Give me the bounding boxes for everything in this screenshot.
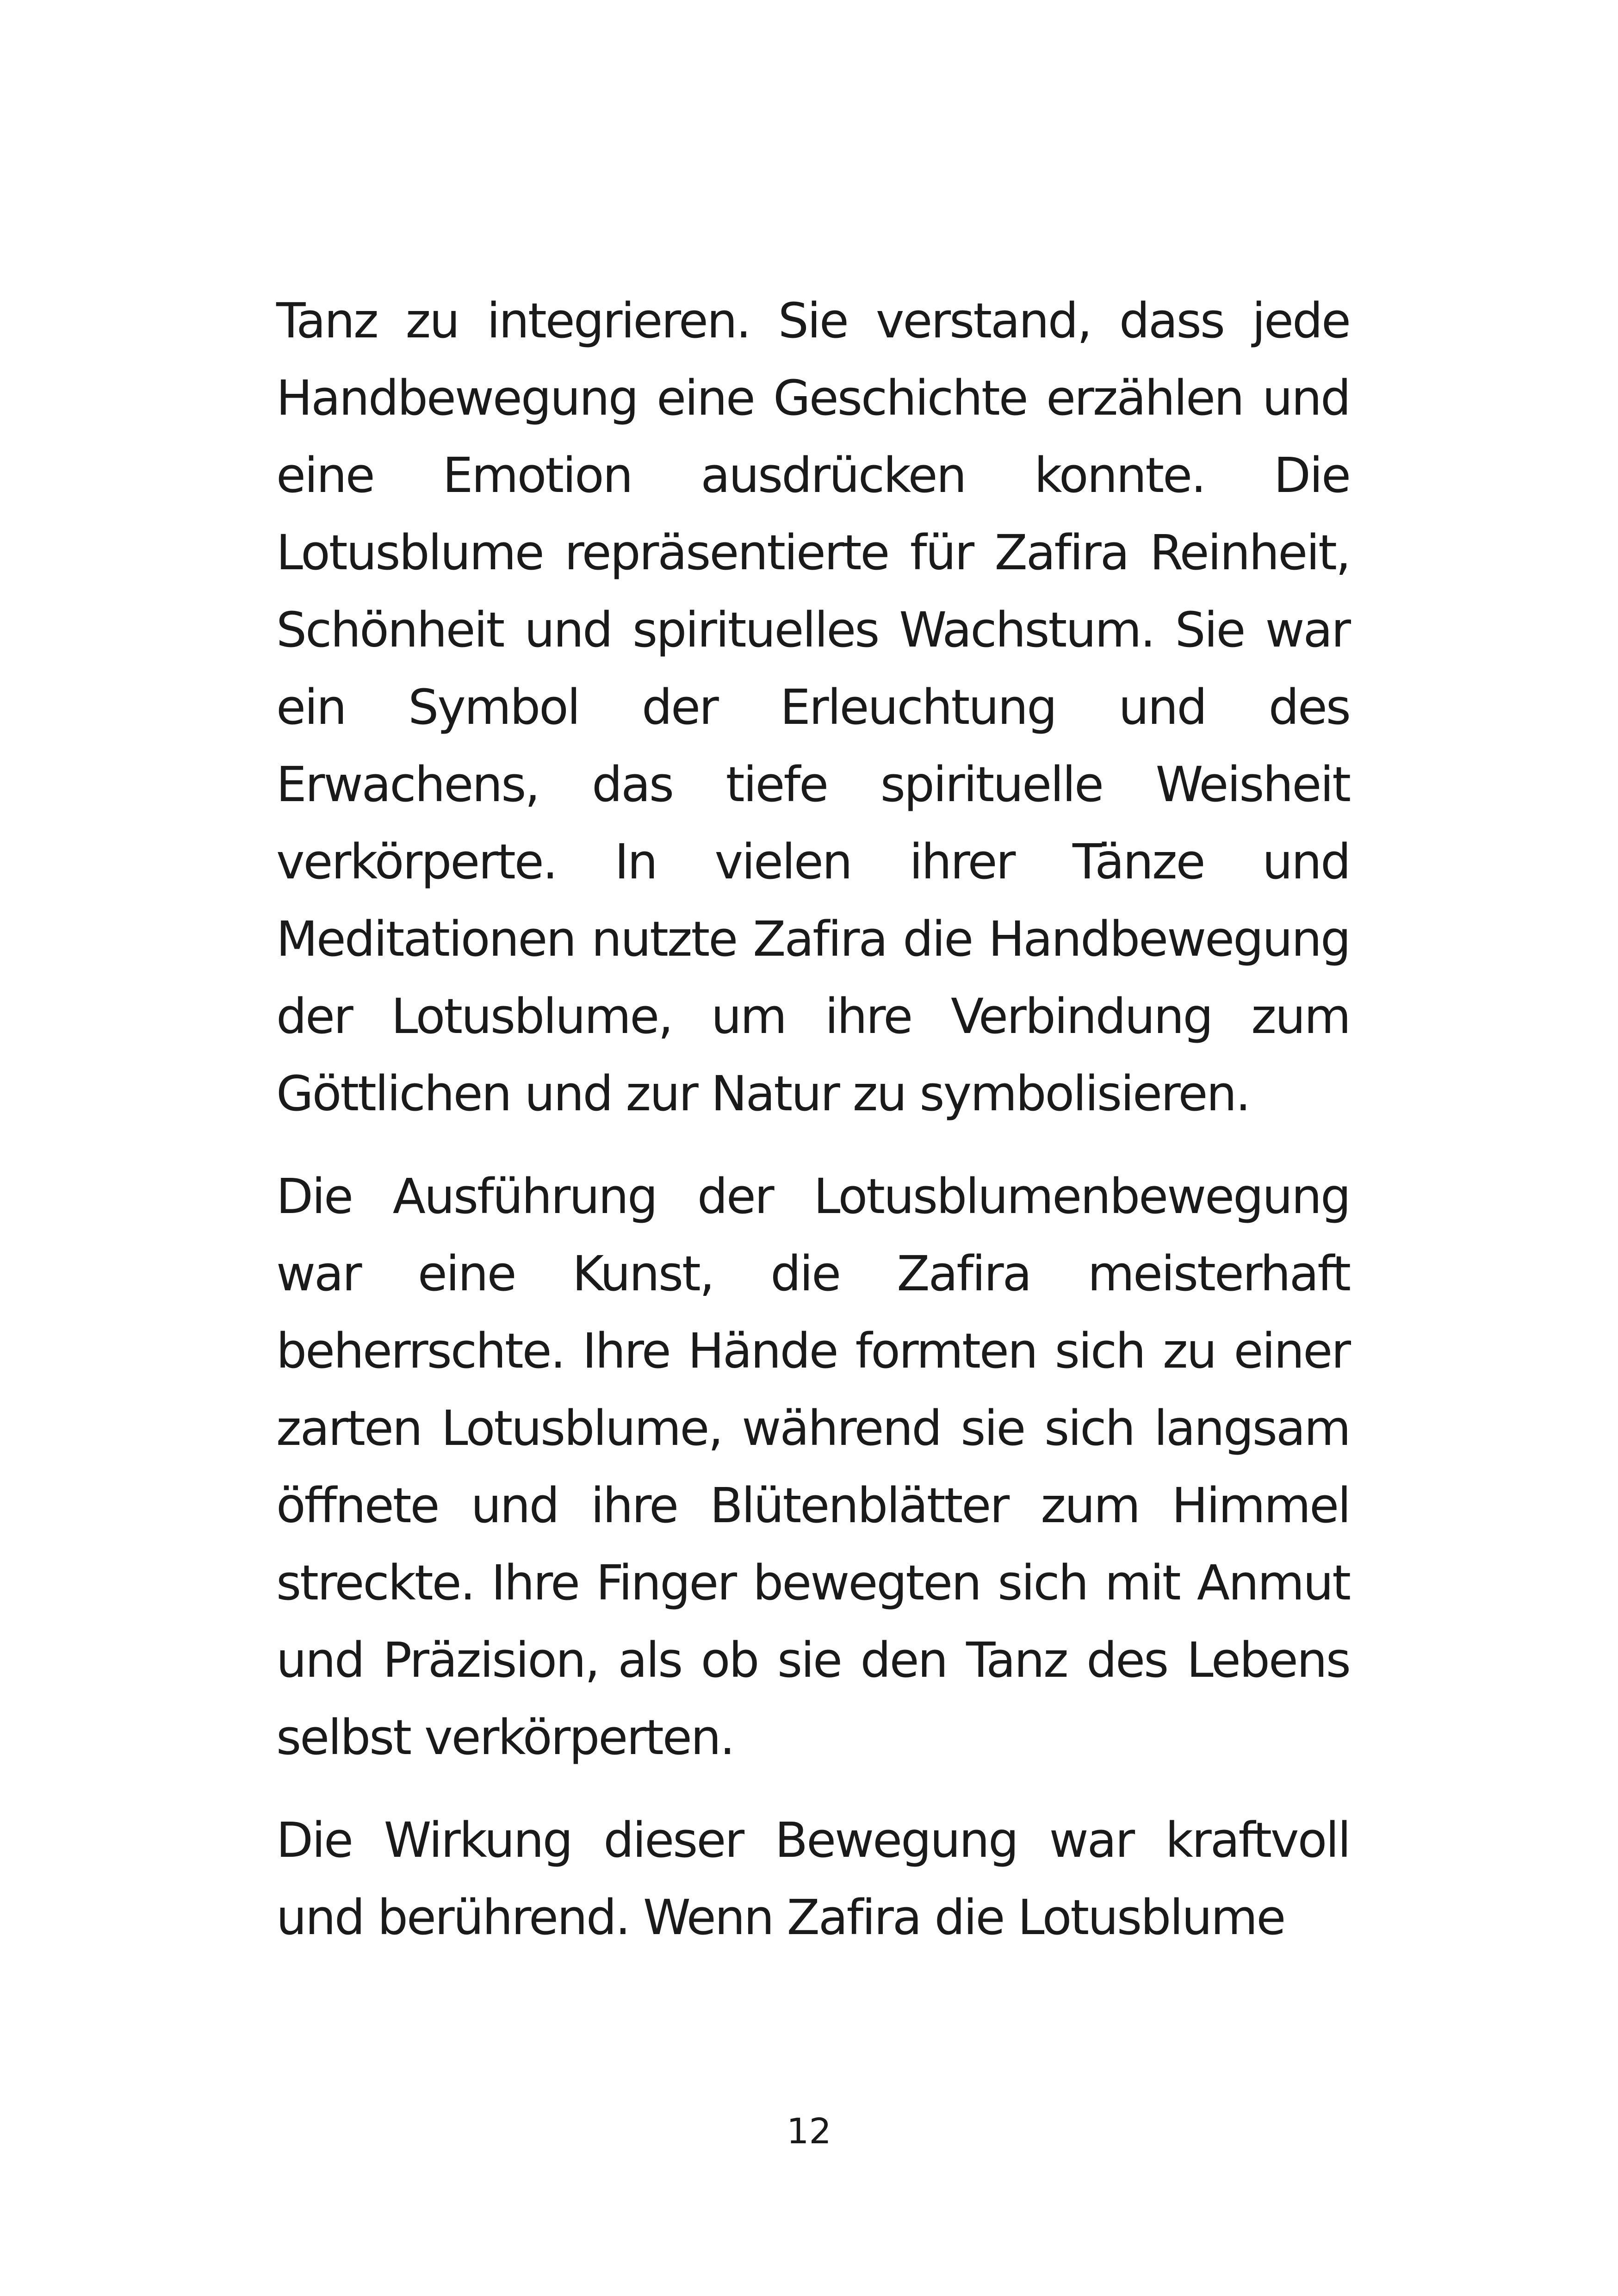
paragraph-3: Die Wirkung dieser Bewegung war kraftvoll und berührend. Wenn Zafira die Lotusblume <box>276 1812 1350 1946</box>
page-number: 12 <box>787 2110 831 2152</box>
paragraph-2: Die Ausführung der Lotusblumenbewegung war eine Kunst, die Zafira meisterhaft beherrschte. Ihre Hände formten sich zu einer zarten Lotusblume, während sie sich langsam öffnete und ihre Blütenblätter zum Himmel streckte. Ihre Finger bewegten sich mit Anmut und Präzision, als ob sie den Tanz des Lebens selbst verkörperten. <box>276 1168 1350 1766</box>
paragraph-1: Tanz zu integrieren. Sie verstand, dass jede Handbewegung eine Geschichte erzählen und eine Emotion ausdrücken konnte. Die Lotusblume repräsentierte für Zafira Reinheit, Schönheit und spirituelles Wachstum. Sie war ein Symbol der Erleuchtung und des Erwachens, das tiefe spirituelle Weisheit verkörperte. In vielen ihrer Tänze und Meditationen nutzte Zafira die Handbewegung der Lotusblume, um ihre Verbindung zum Göttlichen und zur Natur zu symbolisieren. <box>276 292 1350 1122</box>
body-text <box>276 282 1350 1956</box>
